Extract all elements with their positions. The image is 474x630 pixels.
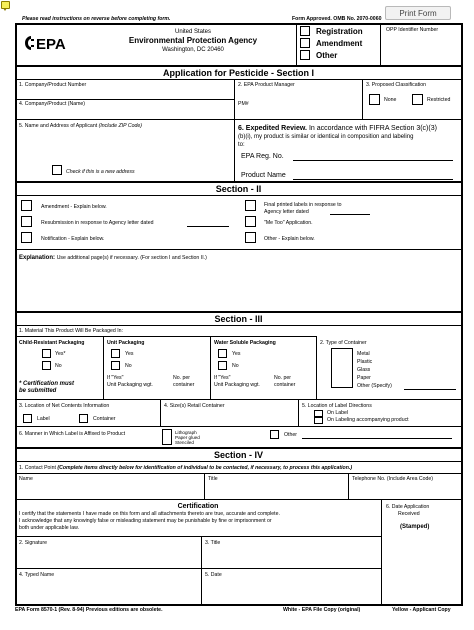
company-number-label: 1. Company/Product Number [19, 82, 87, 88]
me-too-checkbox[interactable] [245, 216, 256, 227]
other-explain-checkbox[interactable] [245, 232, 256, 243]
explanation-label: Explanation: Use additional page(s) if necessary. (For section I and Section II.) [19, 255, 207, 261]
manner-other-input[interactable] [302, 429, 452, 438]
class-none-label: None [384, 97, 397, 103]
new-address-checkbox[interactable] [52, 165, 62, 175]
water-soluble-yes-label: Yes [232, 351, 241, 357]
date-application-line-2: Received [398, 511, 420, 517]
contact-name-label: Name [19, 476, 33, 482]
amendment-checkbox[interactable] [300, 38, 310, 48]
date-5-input[interactable] [205, 581, 377, 595]
notification-label: Notification - Explain below. [41, 236, 105, 242]
unit-packaging-no-label: No [125, 363, 132, 369]
net-label-checkbox[interactable] [23, 414, 32, 423]
water-if-yes: If "Yes" [214, 375, 231, 381]
white-copy: White - EPA File Copy (original) [283, 607, 361, 613]
product-name-6-input[interactable] [295, 170, 453, 179]
date-5-label: 5. Date [205, 572, 222, 578]
other-type-label: Other [316, 51, 338, 60]
contact-title-input[interactable] [208, 484, 343, 494]
product-manager-label: 2. EPA Product Manager [238, 82, 295, 88]
size-retail-input[interactable] [164, 412, 294, 422]
water-soluble-yes-checkbox[interactable] [218, 349, 227, 358]
form-approved: Form Approved. OMB No. 2070-0060 [292, 16, 382, 22]
label-directions-label: 5. Location of Label Directions [302, 403, 372, 409]
new-address-label: Check if this is a new address [66, 169, 135, 175]
svg-text:EPA: EPA [36, 36, 66, 52]
applicant-address-input[interactable] [19, 131, 231, 161]
child-resistant-label: Child-Resistant Packaging [19, 340, 85, 346]
print-form-button[interactable]: Print Form [385, 6, 451, 20]
class-none-checkbox[interactable] [369, 94, 380, 105]
manner-stenciled: Stenciled [175, 440, 194, 445]
child-resistant-no-label: No [55, 363, 62, 369]
manner-paper-glued: Paper glued [175, 435, 200, 440]
product-manager-input[interactable] [238, 89, 358, 98]
amendment-label: Amendment [316, 39, 363, 48]
registration-label: Registration [316, 27, 363, 36]
class-restricted-checkbox[interactable] [412, 94, 423, 105]
on-labeling-option: On Labeling accompanying product [327, 417, 409, 423]
agency-address: Washington, DC 20460 [162, 47, 224, 53]
yellow-copy: Yellow - Applicant Copy [392, 607, 451, 613]
on-label-option: On Label [327, 410, 349, 416]
certification-heading: Certification [177, 503, 219, 510]
water-no-per: No. per [274, 375, 292, 381]
final-labels-line-2: Agency letter dated [264, 209, 309, 215]
container-glass: Glass [357, 367, 371, 373]
section-2-title: Section - II [215, 184, 262, 194]
sticky-note-icon[interactable] [1, 1, 10, 9]
other-explain-label: Other - Explain below. [264, 236, 315, 242]
registration-checkbox[interactable] [300, 26, 310, 36]
contact-name-input[interactable] [19, 484, 199, 494]
notification-checkbox[interactable] [21, 232, 32, 243]
unit-packaging-label: Unit Packaging [107, 340, 145, 346]
resubmission-label: Resubmission in response to Agency letter dated [41, 220, 154, 226]
certification-text-3: both under applicable law. [19, 525, 79, 531]
container-type-checkbox-group[interactable] [331, 348, 353, 388]
date-application-line-1: 6. Date Application [386, 504, 430, 510]
agency-letter-date-input[interactable] [330, 206, 370, 214]
net-contents-label: 3. Location of Net Contents Information [19, 403, 110, 409]
amendment-explain-checkbox[interactable] [21, 200, 32, 211]
section-3-title: Section - III [214, 314, 263, 324]
on-labeling-checkbox[interactable] [314, 417, 323, 424]
container-plastic: Plastic [357, 359, 373, 365]
water-soluble-no-checkbox[interactable] [218, 361, 227, 370]
certification-text-1: I certify that the statements I have made on this form and all attachments thereto are true, accurate and complete. [19, 511, 280, 517]
child-resistant-no-checkbox[interactable] [42, 361, 51, 370]
explanation-input[interactable] [19, 263, 457, 309]
container-metal: Metal [357, 351, 370, 357]
manner-other-checkbox[interactable] [270, 430, 279, 439]
final-labels-checkbox[interactable] [245, 200, 256, 211]
certification-text-2: I acknowledge that any knowingly false or misleading statement may be punishable by fine or imprisonment or [19, 518, 272, 524]
unit-container: container [173, 382, 195, 388]
type-container-label: 2. Type of Container [320, 340, 367, 346]
unit-if-yes: If "Yes" [107, 375, 124, 381]
opp-identifier-label: OPP Identifier Number [386, 27, 439, 33]
unit-packaging-no-checkbox[interactable] [111, 361, 120, 370]
class-restricted-label: Restricted [427, 97, 451, 103]
applicant-address-label: 5. Name and Address of Applicant (Include ZIP Code) [19, 123, 142, 129]
size-retail-label: 4. Size(s) Retail Container [164, 403, 225, 409]
unit-packaging-yes-checkbox[interactable] [111, 349, 120, 358]
container-other: Other (Specify) [357, 383, 392, 389]
net-container-option: Container [93, 416, 116, 422]
final-labels-line-1: Final printed labels in response to [264, 202, 342, 208]
form-number: EPA Form 8570-1 (Rev. 8-94) Previous editions are obsolete. [15, 607, 163, 613]
cert-note-line-1: * Certification must [19, 381, 75, 387]
water-container: container [274, 382, 296, 388]
opp-identifier-input[interactable] [384, 36, 459, 62]
on-label-checkbox[interactable] [314, 410, 323, 417]
cert-note-line-2: be submitted [19, 388, 57, 394]
product-name-input[interactable] [19, 108, 231, 117]
net-container-checkbox[interactable] [79, 414, 88, 423]
amendment-explain-label: Amendment - Explain below. [41, 204, 107, 210]
expedited-review-line-1: 6. Expedited Review. In accordance with FIFRA Section 3(c)(3) [238, 125, 437, 132]
water-wgt-label: Unit Packaging wgt. [214, 382, 260, 388]
section-1-title: Application for Pesticide - Section I [162, 68, 315, 78]
telephone-label: Telephone No. (Include Area Code) [352, 476, 434, 482]
resubmission-checkbox[interactable] [21, 216, 32, 227]
material-question: 1. Material This Product Will Be Packaged In: [19, 328, 123, 334]
reg-no-label: EPA Reg. No. [241, 153, 284, 160]
unit-no-per: No. per [173, 375, 191, 381]
company-number-input[interactable] [19, 89, 231, 98]
title-3-input[interactable] [205, 549, 377, 563]
stamped-label: (Stamped) [400, 524, 430, 530]
expedited-review-line-3: to: [238, 142, 245, 148]
manner-lithograph: Lithograph [175, 430, 197, 435]
signature-label: 2. Signature [19, 540, 47, 546]
unit-wgt-label: Unit Packaging wgt. [107, 382, 153, 388]
title-3-label: 3. Title [205, 540, 221, 546]
child-resistant-yes-checkbox[interactable] [42, 349, 51, 358]
epa-logo [22, 34, 72, 52]
reg-no-input[interactable] [295, 151, 453, 160]
water-soluble-no-label: No [232, 363, 239, 369]
typed-name-input[interactable] [19, 581, 197, 595]
telephone-input[interactable] [352, 484, 457, 494]
section-4-title: Section - IV [213, 450, 263, 460]
classification-label: 3. Proposed Classification [366, 82, 426, 88]
instructions-note: Please read instructions on reverse before completing form. [22, 16, 171, 22]
product-name-6-label: Product Name [241, 172, 286, 179]
contact-point-label: 1. Contact Point (Complete items directly below for identification of individual to be contacted, if necessary, to process this application.) [19, 465, 353, 471]
other-type-checkbox[interactable] [300, 50, 310, 60]
manner-other-label: Other [284, 432, 297, 438]
manner-checkbox-group[interactable] [162, 429, 172, 445]
me-too-label: "Me Too" Application. [264, 220, 313, 226]
unit-packaging-yes-label: Yes [125, 351, 134, 357]
agency-name: Environmental Protection Agency [128, 36, 258, 45]
net-label-option: Label [37, 416, 50, 422]
container-paper: Paper [357, 375, 371, 381]
manner-affixed-label: 6. Manner in Which Label is Affixed to Product [19, 431, 126, 437]
expedited-review-line-2: (b)(i), my product is similar or identical in composition and labeling [238, 134, 414, 140]
child-resistant-yes-label: Yes* [55, 351, 66, 357]
pm-number-input[interactable] [250, 101, 358, 110]
signature-input[interactable] [19, 549, 197, 563]
product-name-label: 4. Company/Product (Name) [19, 101, 86, 107]
contact-title-label: Title [208, 476, 218, 482]
resubmission-date-input[interactable] [187, 217, 229, 226]
pm-number-label: PM# [238, 101, 249, 107]
agency-line-1: United States [174, 29, 212, 35]
water-soluble-label: Water Soluble Packaging [214, 340, 276, 346]
typed-name-label: 4. Typed Name [19, 572, 55, 578]
